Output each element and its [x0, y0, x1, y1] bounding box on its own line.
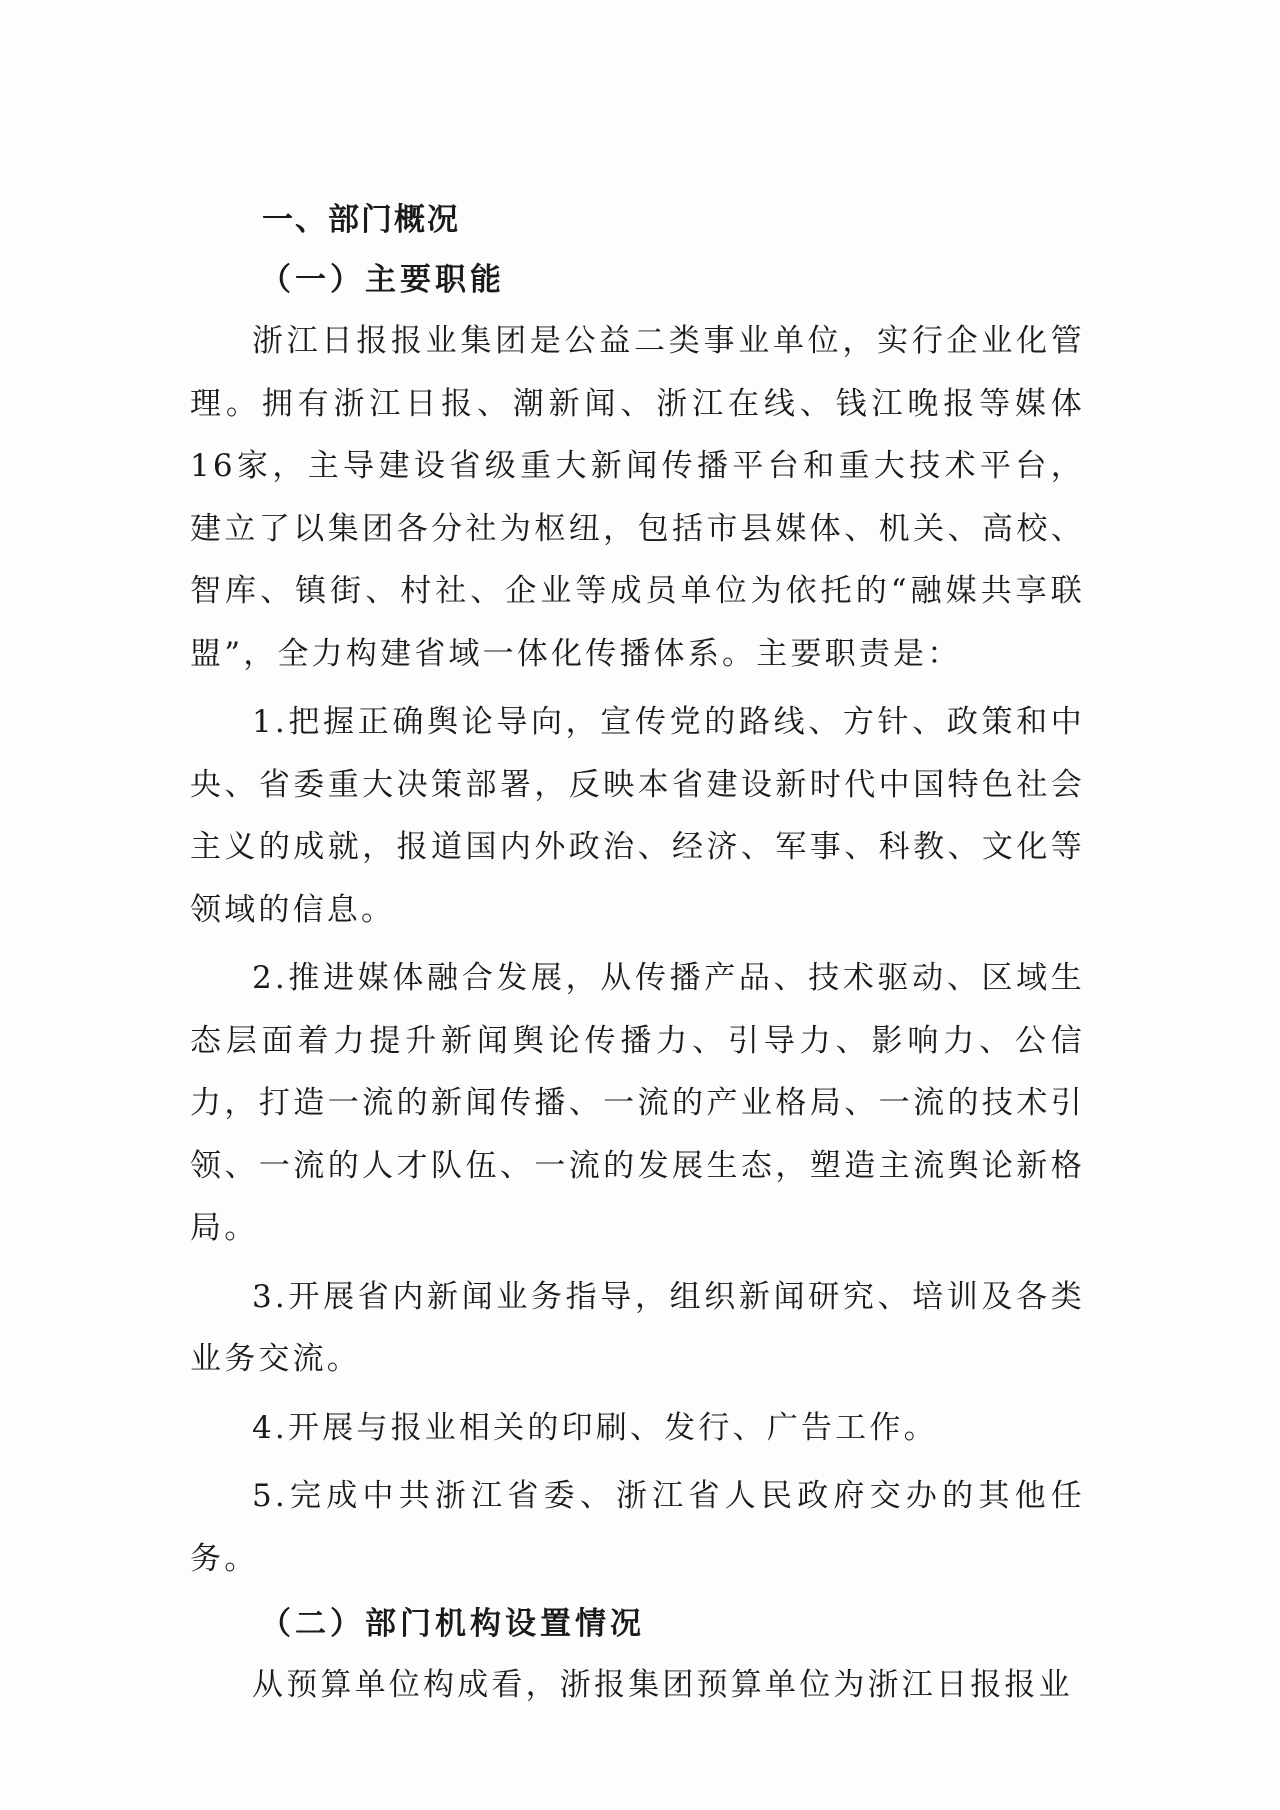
duty-item-4: 4.开展与报业相关的印刷、发行、广告工作。 [252, 1409, 938, 1446]
section-heading: 一、部门概况 [262, 202, 460, 238]
sub-heading-main-functions: （一）主要职能 [260, 262, 505, 298]
duty-item-1: 1.把握正确舆论导向，宣传党的路线、方针、政策和中央、省委重大决策部署，反映本省建设新时代中国特色社会主义的成就，报道国内外政治、经济、军事、科教、文化等领域的信息。 [190, 704, 1085, 928]
closing-paragraph: 从预算单位构成看，浙报集团预算单位为浙江日报报业 [252, 1667, 1073, 1703]
duty-item-5: 5.完成中共浙江省委、浙江省人民政府交办的其他任务。 [190, 1478, 1085, 1577]
document-body [190, 190, 1085, 1717]
intro-paragraph: 浙江日报报业集团是公益二类事业单位，实行企业化管理。拥有浙江日报、潮新闻、浙江在线、钱江晚报等媒体16家，主导建设省级重大新闻传播平台和重大技术平台，建立了以集团各分社为枢纽，包括市县媒体、机关、高校、智库、镇街、村社、企业等成员单位为依托的“融媒共享联盟”，全力构建省域一体化传播体系。主要职责是： [190, 323, 1085, 672]
duty-item-2: 2.推进媒体融合发展，从传播产品、技术驱动、区域生态层面着力提升新闻舆论传播力、引导力、影响力、公信力，打造一流的新闻传播、一流的产业格局、一流的技术引领、一流的人才队伍、一流的发展生态，塑造主流舆论新格局。 [190, 960, 1085, 1246]
sub-heading-org-structure: （二）部门机构设置情况 [260, 1606, 645, 1642]
duty-item-3: 3.开展省内新闻业务指导，组织新闻研究、培训及各类业务交流。 [190, 1278, 1085, 1377]
